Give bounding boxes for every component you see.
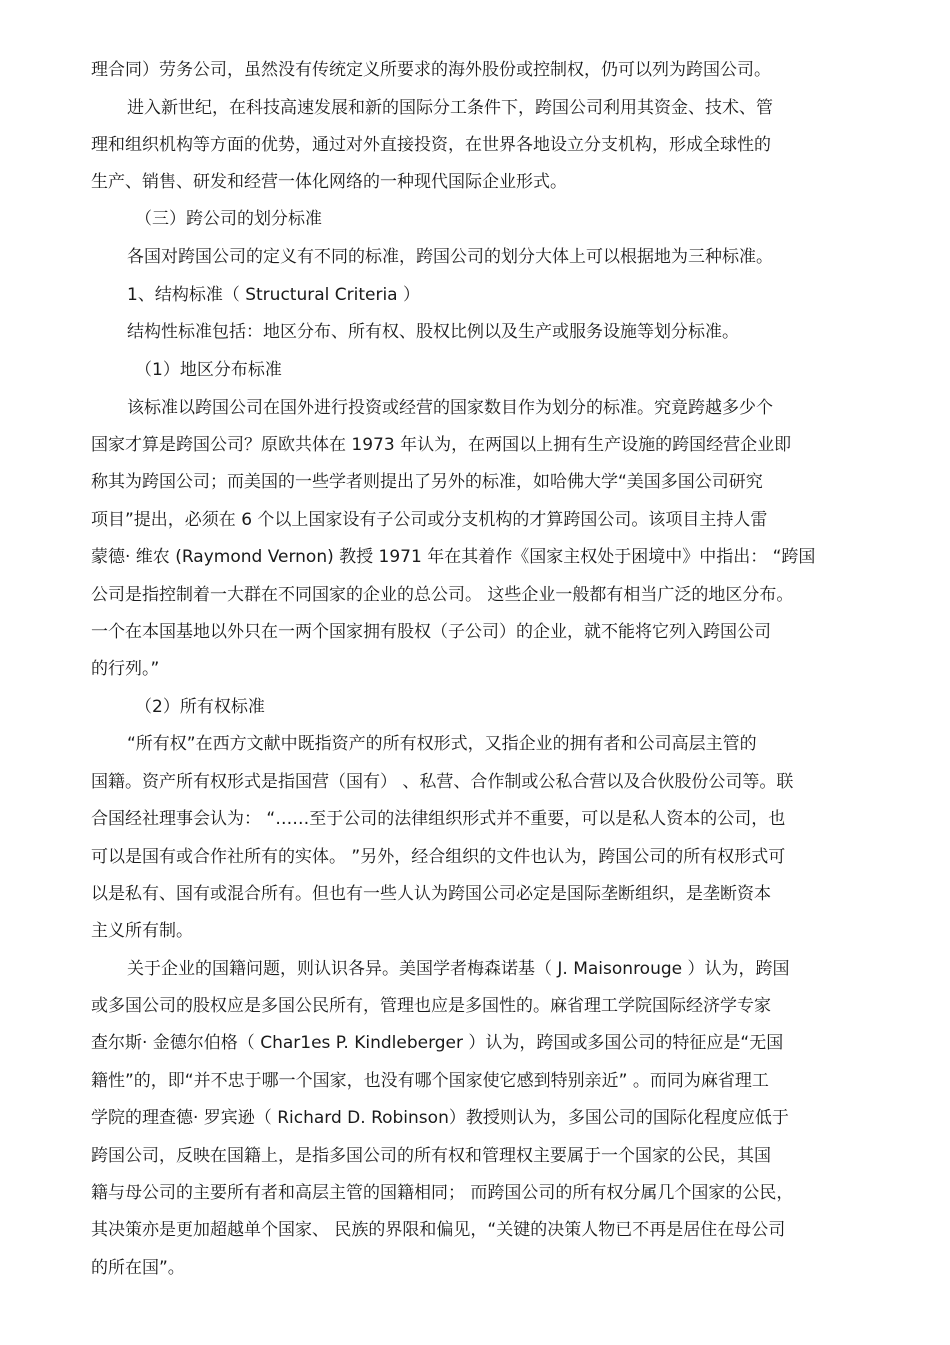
paragraph-line: 结构性标准包括：地区分布、所有权、股权比例以及生产或服务设施等划分标准。: [127, 322, 739, 342]
paragraph-line: 籍性”的，即“并不忠于哪一个国家，也没有哪个国家使它感到特别亲近” 。而同为麻省理工: [91, 1071, 769, 1091]
paragraph-line: 的所在国”。: [91, 1258, 185, 1278]
paragraph-line: 的行列。”: [91, 659, 160, 679]
paragraph-line: 国家才算是跨国公司？原欧共体在 1973 年认为，在两国以上拥有生产设施的跨国经营企业即: [91, 435, 792, 455]
paragraph-line: 进入新世纪，在科技高速发展和新的国际分工条件下，跨国公司利用其资金、技术、管: [127, 98, 773, 118]
subsection-heading: 1、结构标准（ Structural Criteria ）: [127, 285, 421, 305]
paragraph-line: 其决策亦是更加超越单个国家、 民族的界限和偏见，“关键的决策人物已不再是居住在母公司: [91, 1220, 786, 1240]
paragraph-line: 查尔斯· 金德尔伯格（ Char1es P. Kindleberger ）认为，跨国或多国公司的特征应是“无国: [91, 1033, 784, 1053]
paragraph-line: 称其为跨国公司；而美国的一些学者则提出了另外的标准，如哈佛大学“美国多国公司研究: [91, 472, 763, 492]
paragraph-line: 学院的理查德· 罗宾逊（ Richard D. Robinson）教授则认为，多国公司的国际化程度应低于: [91, 1108, 789, 1128]
section-heading: （三）跨公司的划分标准: [135, 209, 322, 229]
paragraph-line: 理和组织机构等方面的优势，通过对外直接投资，在世界各地设立分支机构，形成全球性的: [91, 135, 771, 155]
paragraph-line: 关于企业的国籍问题，则认识各异。美国学者梅森诺基（ J. Maisonrouge ）认为，跨国: [127, 959, 790, 979]
paragraph-line: 公司是指控制着一大群在不同国家的企业的总公司。 这些企业一般都有相当广泛的地区分布。: [91, 585, 794, 605]
paragraph-line: 或多国公司的股权应是多国公民所有，管理也应是多国性的。麻省理工学院国际经济学专家: [91, 996, 771, 1016]
subsection-heading: （1）地区分布标准: [135, 360, 282, 380]
paragraph-line: 项目”提出，必须在 6 个以上国家设有子公司或分支机构的才算跨国公司。该项目主持人雷: [91, 510, 768, 530]
subsection-heading: （2）所有权标准: [135, 697, 265, 717]
paragraph-line: 主义所有制。: [91, 921, 193, 941]
paragraph-line: 生产、销售、研发和经营一体化网络的一种现代国际企业形式。: [91, 172, 567, 192]
paragraph-line: 各国对跨国公司的定义有不同的标准，跨国公司的划分大体上可以根据地为三种标准。: [127, 247, 773, 267]
paragraph-line: “所有权”在西方文献中既指资产的所有权形式，又指企业的拥有者和公司高层主管的: [127, 734, 757, 754]
paragraph-line: 以是私有、国有或混合所有。但也有一些人认为跨国公司必定是国际垄断组织，是垄断资本: [91, 884, 771, 904]
paragraph-line: 跨国公司，反映在国籍上，是指多国公司的所有权和管理权主要属于一个国家的公民，其国: [91, 1146, 771, 1166]
paragraph-line: 籍与母公司的主要所有者和高层主管的国籍相同； 而跨国公司的所有权分属几个国家的公民，: [91, 1183, 794, 1203]
paragraph-line: 一个在本国基地以外只在一两个国家拥有股权（子公司）的企业，就不能将它列入跨国公司: [91, 622, 771, 642]
paragraph-line: 该标准以跨国公司在国外进行投资或经营的国家数目作为划分的标准。究竟跨越多少个: [127, 398, 773, 418]
paragraph-line: 可以是国有或合作社所有的实体。 ”另外，经合组织的文件也认为，跨国公司的所有权形式可: [91, 847, 786, 867]
paragraph-line: 合国经社理事会认为： “……至于公司的法律组织形式并不重要，可以是私人资本的公司，也: [91, 809, 786, 829]
paragraph-line: 蒙德· 维农 (Raymond Vernon) 教授 1971 年在其着作《国家主权处于困境中》中指出： “跨国: [91, 547, 816, 567]
paragraph-line: 国籍。资产所有权形式是指国营（国有） 、私营、合作制或公私合营以及合伙股份公司等。联: [91, 772, 794, 792]
paragraph-line: 理合同）劳务公司，虽然没有传统定义所要求的海外股份或控制权，仍可以列为跨国公司。: [91, 60, 771, 80]
